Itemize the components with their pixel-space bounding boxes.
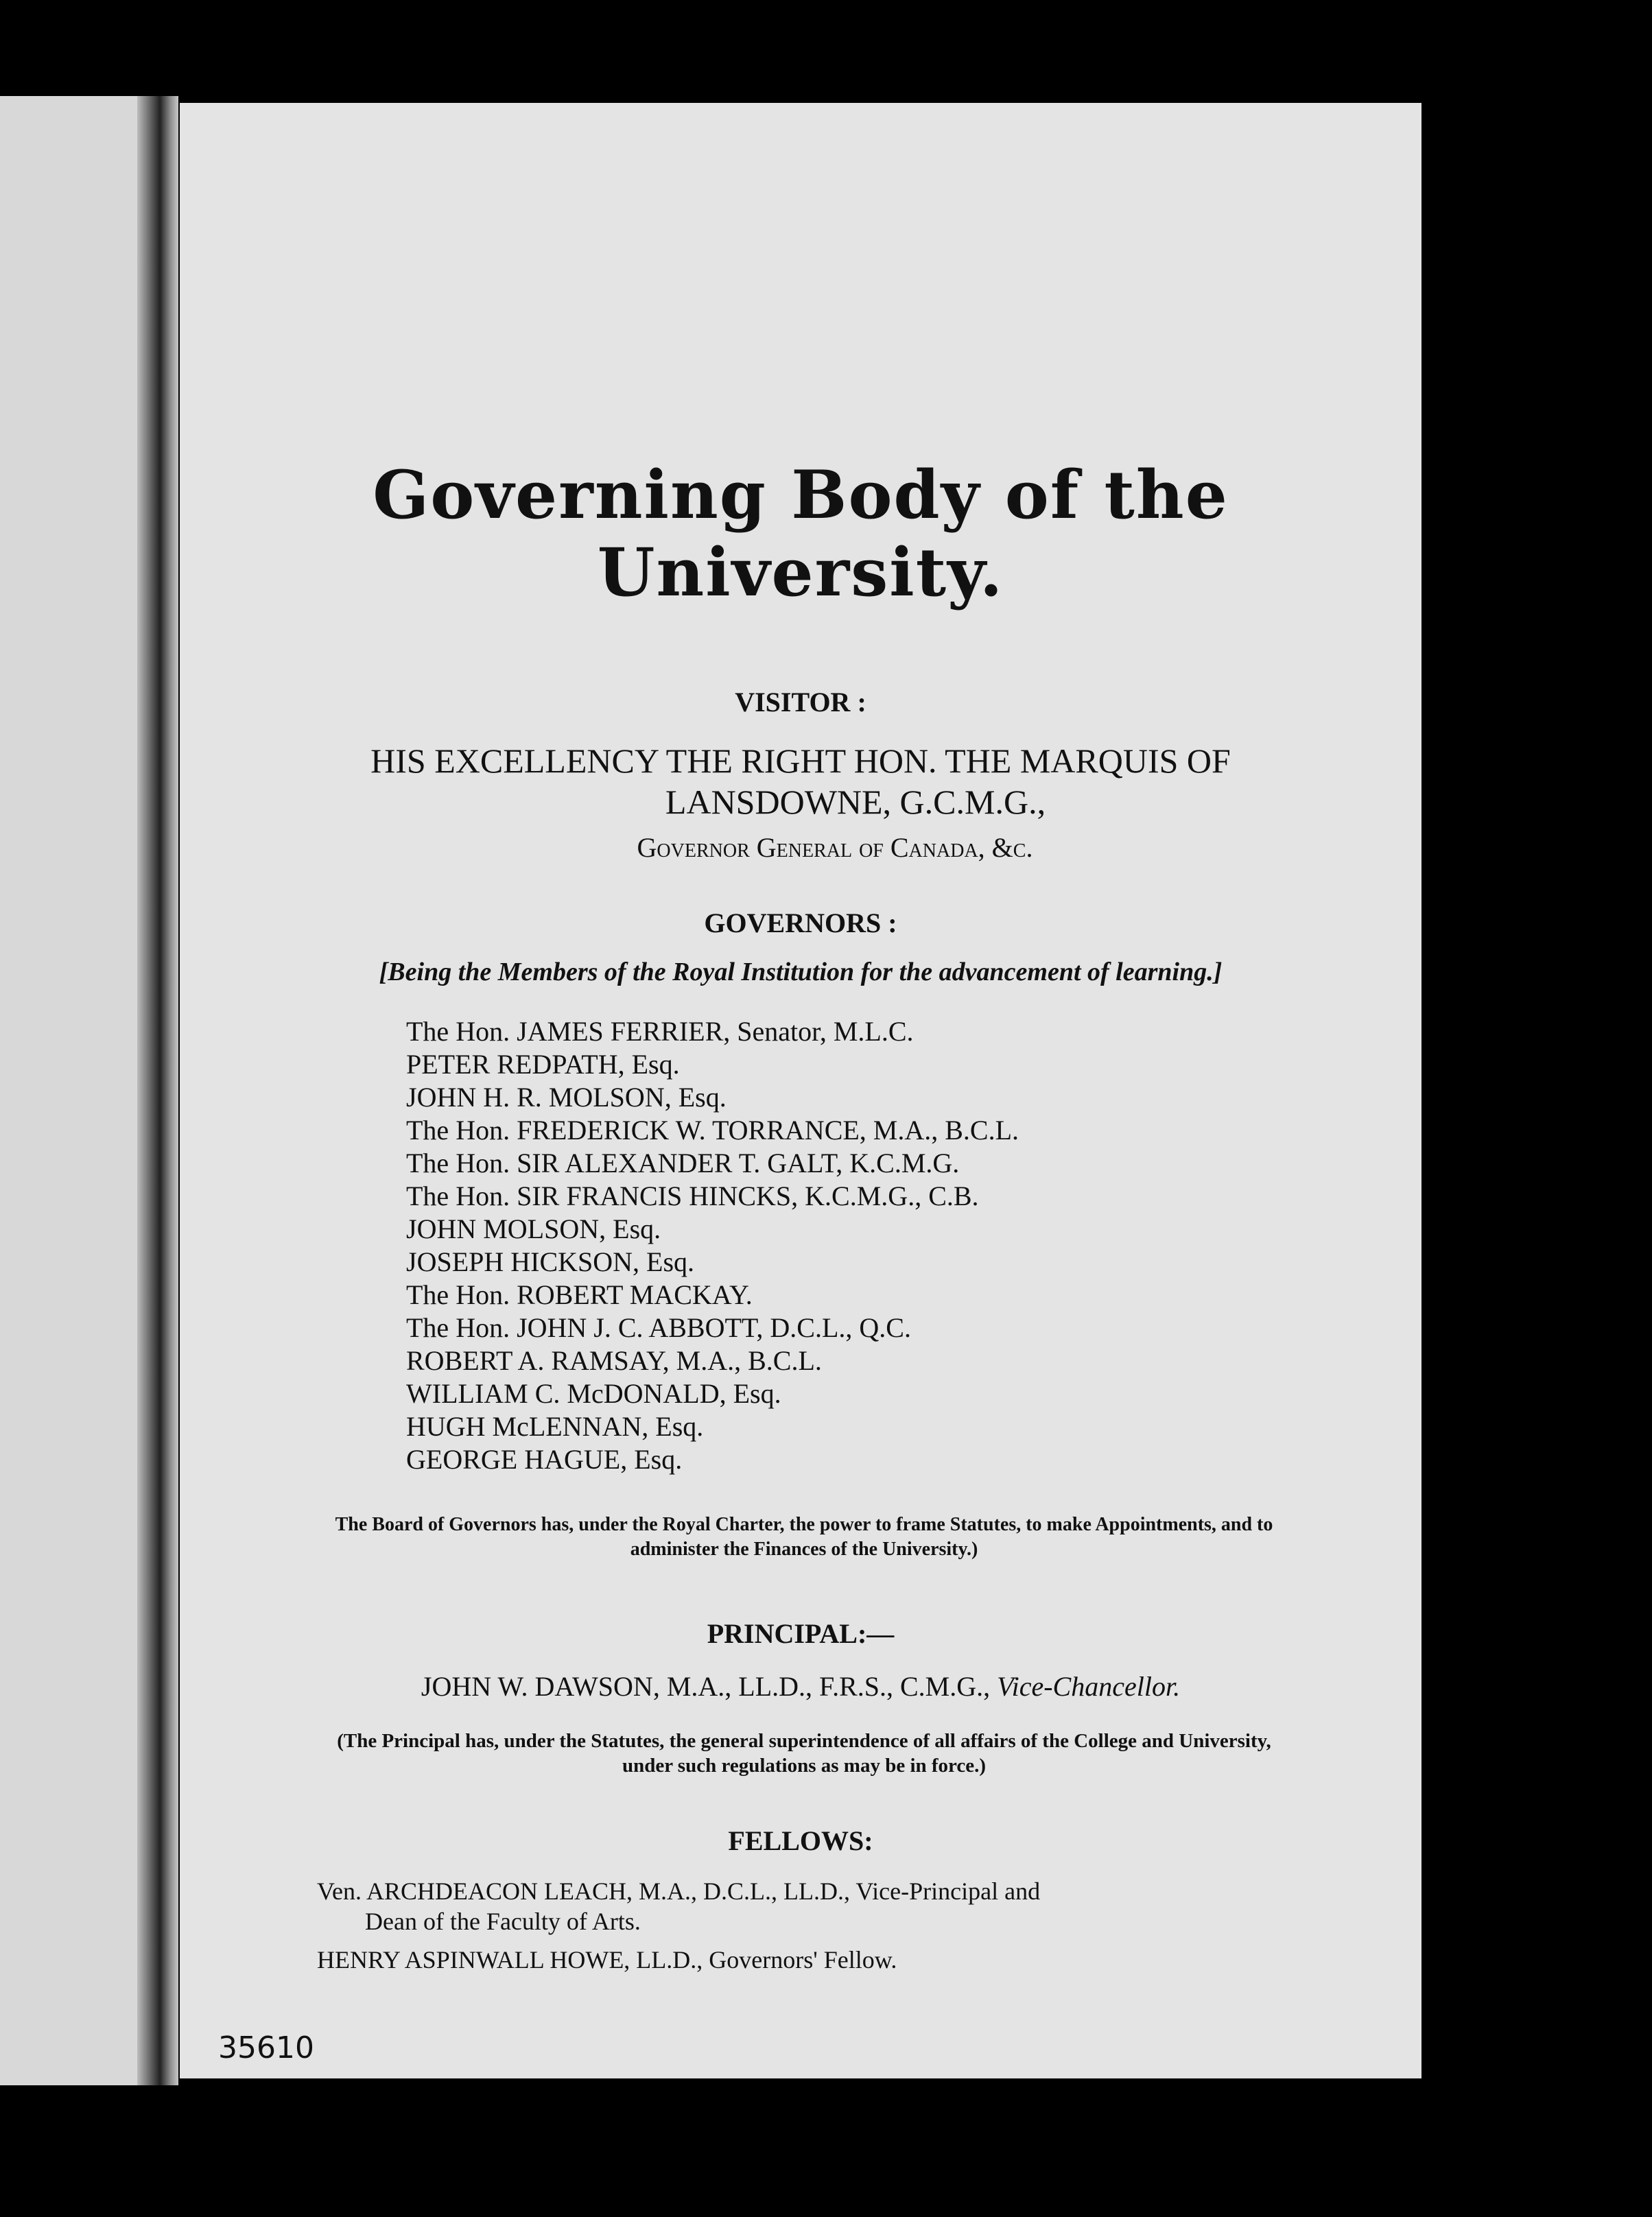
fellows-heading: FELLOWS:	[728, 1825, 873, 1856]
principal-title: Vice-Chancellor.	[997, 1671, 1181, 1702]
page-title: Governing Body of the University.	[373, 456, 1229, 611]
governors-note: [Being the Members of the Royal Institution for the advancement of learning.]	[379, 958, 1223, 986]
board-note: The Board of Governors has, under the Royal Charter, the power to frame Statutes, to make Appointments, and to administer the Finances of the University.)	[335, 1514, 1273, 1560]
governor-item: The Hon. SIR FRANCIS HINCKS, K.C.M.G., C.B.	[406, 1181, 979, 1211]
governors-heading: GOVERNORS :	[704, 908, 897, 938]
book-spine	[137, 96, 178, 2085]
visitor-office: Governor General of Canada, &c.	[637, 832, 1033, 863]
governor-item: WILLIAM C. McDONALD, Esq.	[406, 1378, 781, 1409]
governor-item: ROBERT A. RAMSAY, M.A., B.C.L.	[406, 1345, 822, 1376]
visitor-name-line1: HIS EXCELLENCY THE RIGHT HON. THE MARQUIS OF	[370, 742, 1231, 780]
governor-item: The Hon. SIR ALEXANDER T. GALT, K.C.M.G.	[406, 1148, 960, 1178]
governor-item: PETER REDPATH, Esq.	[406, 1049, 680, 1080]
governor-item: The Hon. FREDERICK W. TORRANCE, M.A., B.C.L.	[406, 1115, 1019, 1146]
governor-item: JOHN MOLSON, Esq.	[406, 1213, 661, 1244]
governor-item: HUGH McLENNAN, Esq.	[406, 1411, 704, 1442]
governor-item: The Hon. JAMES FERRIER, Senator, M.L.C.	[406, 1016, 914, 1047]
governors-list	[406, 1015, 1019, 1476]
governor-item: GEORGE HAGUE, Esq.	[406, 1444, 683, 1475]
principal-heading: PRINCIPAL:—	[707, 1618, 895, 1649]
fellow-line: Ven. ARCHDEACON LEACH, M.A., D.C.L., LL.D., Vice-Principal and	[317, 1877, 1041, 1905]
fellow-item: HENRY ASPINWALL HOWE, LL.D., Governors' Fellow.	[317, 1946, 897, 1973]
catalog-number: 35610	[218, 2030, 314, 2065]
fellow-line-continued: Dean of the Faculty of Arts.	[365, 1908, 641, 1935]
principal-note: (The Principal has, under the Statutes, the general superintendence of all affairs of the College and University, under such regulations as may be in force.)	[337, 1730, 1271, 1777]
principal-name-line	[180, 1670, 1421, 1703]
governor-item: JOSEPH HICKSON, Esq.	[406, 1246, 695, 1277]
document-page	[180, 103, 1421, 2078]
fellows-list	[317, 1876, 1428, 1983]
visitor-name-line2: LANSDOWNE, G.C.M.G.,	[665, 783, 1046, 821]
principal-name: JOHN W. DAWSON, M.A., LL.D., F.R.S., C.M.G.,	[421, 1671, 991, 1702]
governor-item: The Hon. ROBERT MACKAY.	[406, 1279, 753, 1310]
governor-item: JOHN H. R. MOLSON, Esq.	[406, 1082, 727, 1113]
governor-item: The Hon. JOHN J. C. ABBOTT, D.C.L., Q.C.	[406, 1312, 911, 1343]
previous-page-edge	[0, 96, 137, 2085]
fellow-item	[317, 1876, 1428, 1936]
visitor-heading: VISITOR :	[735, 687, 866, 718]
